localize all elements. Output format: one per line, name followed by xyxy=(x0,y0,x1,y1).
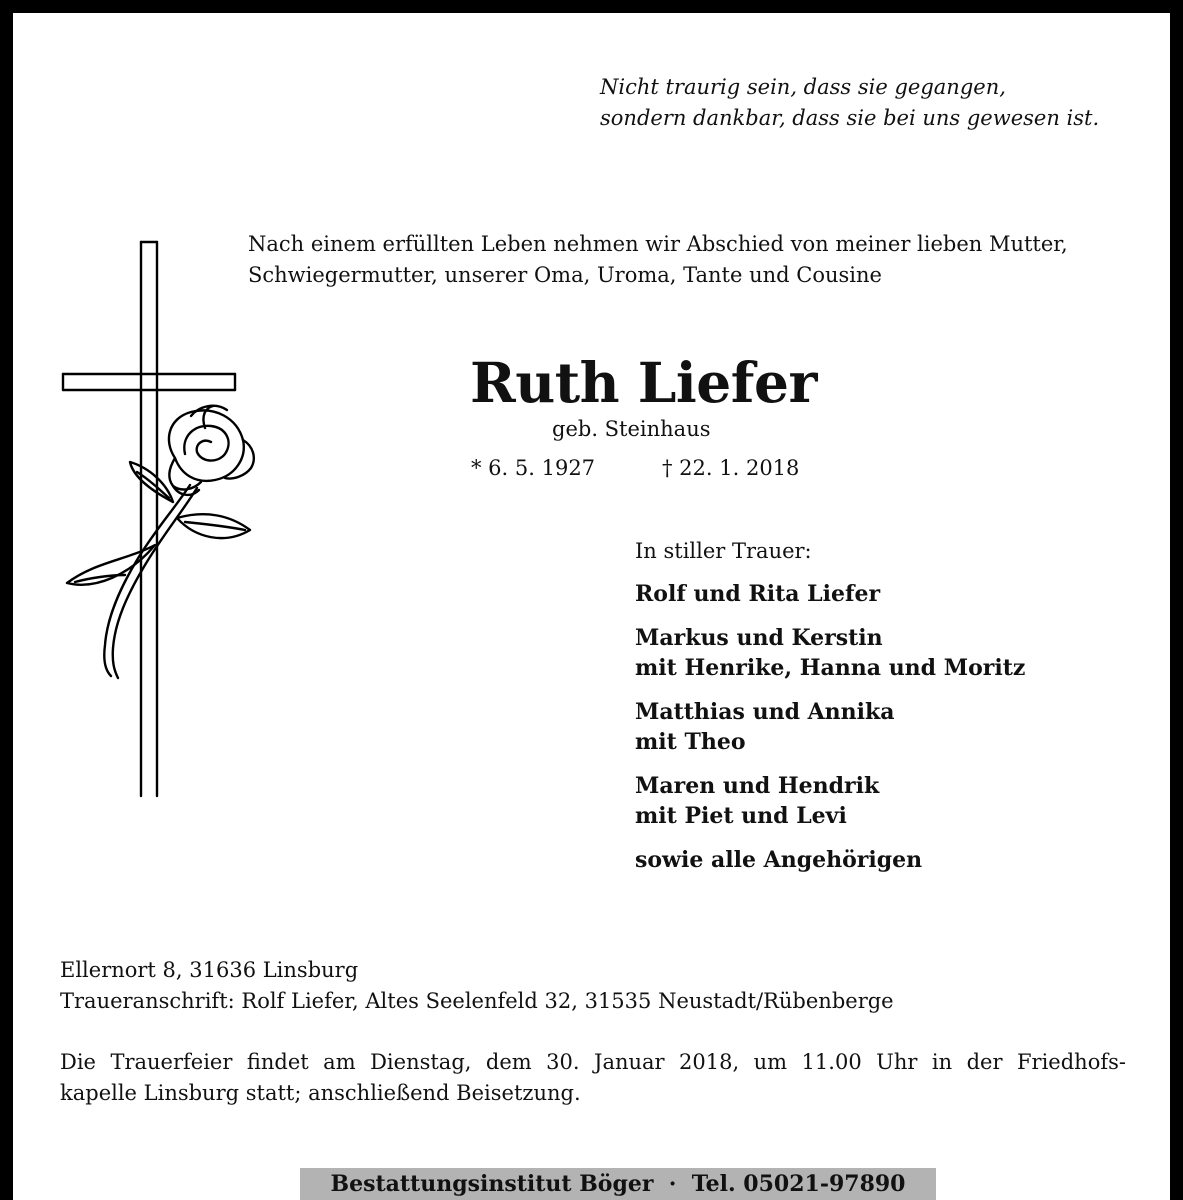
mourner-line: Rolf und Rita Liefer xyxy=(635,581,881,607)
mourner-line: sowie alle Angehörigen xyxy=(635,847,923,873)
service-line-2: kapelle Linsburg statt; anschließend Beisetzung. xyxy=(60,1081,581,1105)
mourner-line: Maren und Hendrik xyxy=(635,773,880,799)
cross-with-rose-icon xyxy=(55,240,275,800)
deceased-name: Ruth Liefer xyxy=(470,350,817,415)
residence-address: Ellernort 8, 31636 Linsburg xyxy=(60,958,359,982)
mourner-group xyxy=(635,623,1175,683)
service-line-1: Die Trauerfeier findet am Dienstag, dem 30. Januar 2018, um 11.00 Uhr in der Friedhofs- xyxy=(60,1050,1126,1074)
intro-line-1: Nach einem erfüllten Leben nehmen wir Abschied von meiner lieben Mutter, xyxy=(248,232,1068,256)
mourner-line: mit Theo xyxy=(635,729,746,755)
mourner-line: mit Piet und Levi xyxy=(635,803,847,829)
service-notice xyxy=(60,1047,1126,1109)
footer-separator xyxy=(653,1171,668,1197)
mourner-line: Markus und Kerstin xyxy=(635,625,883,651)
mourners-label: In stiller Trauer: xyxy=(635,539,812,563)
maiden-name: geb. Steinhaus xyxy=(552,417,711,441)
address-block xyxy=(60,955,1140,1017)
epigraph-quote xyxy=(600,72,1160,134)
funeral-home-phone: Tel. 05021-97890 xyxy=(691,1171,906,1197)
mourner-line: mit Henrike, Hanna und Moritz xyxy=(635,655,1026,681)
mourner-group xyxy=(635,845,1175,875)
funeral-home-name: Bestattungsinstitut Böger xyxy=(330,1171,654,1197)
mourner-group xyxy=(635,579,1175,609)
footer-separator xyxy=(676,1171,691,1197)
quote-line-2: sondern dankbar, dass sie bei uns gewesen ist. xyxy=(600,106,1100,130)
mourner-group xyxy=(635,771,1175,831)
mourner-line: Matthias und Annika xyxy=(635,699,895,725)
mourners-list xyxy=(635,579,1175,889)
mourner-group xyxy=(635,697,1175,757)
birth-date: * 6. 5. 1927 xyxy=(471,456,596,480)
funeral-home-footer xyxy=(300,1168,936,1200)
intro-text xyxy=(248,229,1148,291)
death-date: † 22. 1. 2018 xyxy=(662,456,800,480)
mourning-address: Traueranschrift: Rolf Liefer, Altes Seelenfeld 32, 31535 Neustadt/Rübenberge xyxy=(60,989,894,1013)
footer-separator-dot: · xyxy=(668,1171,677,1197)
intro-line-2: Schwiegermutter, unserer Oma, Uroma, Tante und Cousine xyxy=(248,263,882,287)
quote-line-1: Nicht traurig sein, dass sie gegangen, xyxy=(600,75,1006,99)
